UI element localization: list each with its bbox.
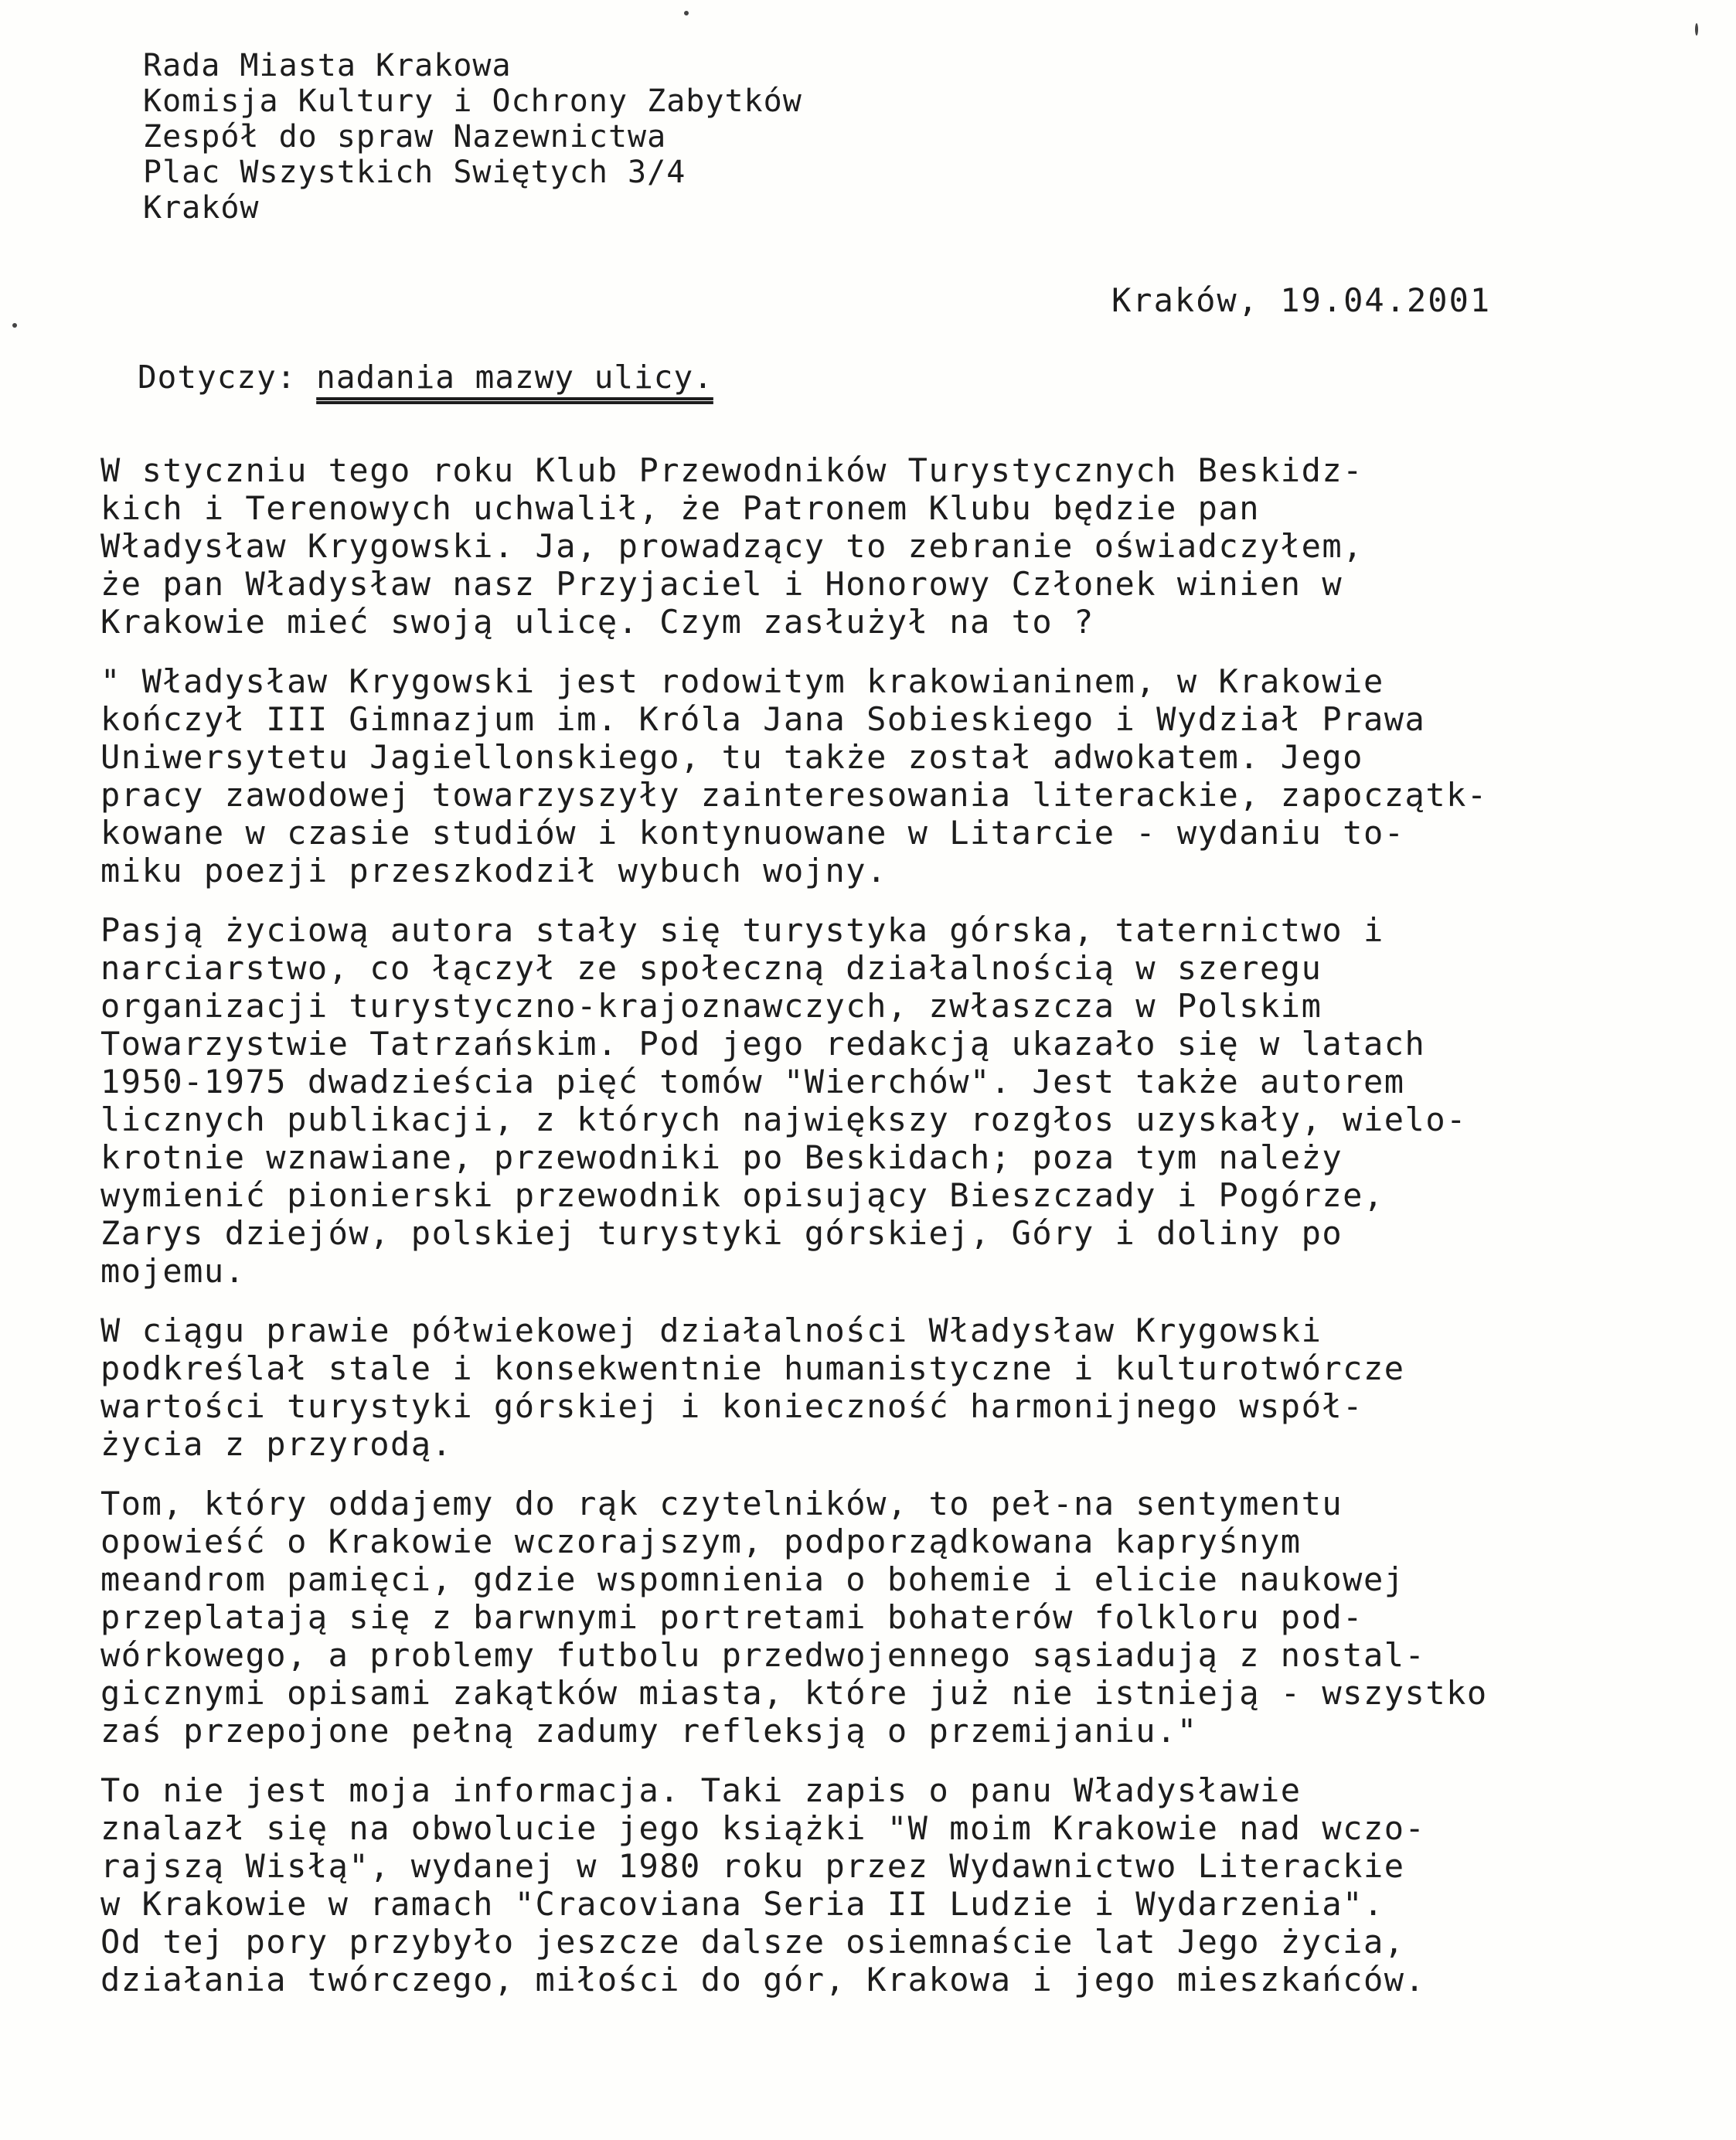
text-line: wórkowego, a problemy futbolu przedwojennego sąsiadują z nostal- — [100, 1636, 1426, 1674]
text-line: organizacji turystyczno-krajoznawczych, zwłaszcza w Polskim — [100, 987, 1322, 1025]
text-line: opowieść o Krakowie wczorajszym, podporządkowana kapryśnym — [100, 1522, 1302, 1560]
text-line: Od tej pory przybyło jeszcze dalsze osiemnaście lat Jego życia, — [100, 1923, 1405, 1961]
text-line: kowane w czasie studiów i kontynuowane w Litarcie - wydaniu to- — [100, 814, 1405, 852]
text-line: kich i Terenowych uchwalił, że Patronem Klubu będzie pan — [100, 489, 1261, 527]
paragraph — [100, 1485, 1700, 1750]
text-line: " Władysław Krygowski jest rodowitym krakowianinem, w Krakowie — [100, 662, 1384, 700]
text-line: Pasją życiową autora stały się turystyka górska, taternictwo i — [100, 911, 1384, 949]
recipient-address — [143, 48, 1148, 226]
paper-speck — [684, 11, 689, 15]
address-line: Rada Miasta Krakowa — [143, 48, 512, 83]
text-line: zaś przepojone pełną zadumy refleksją o przemijaniu." — [100, 1712, 1198, 1750]
text-line: wartości turystyki górskiej i konieczność harmonijnego współ- — [100, 1387, 1363, 1425]
letter-date: Kraków, 19.04.2001 — [1111, 281, 1492, 319]
subject-line — [138, 359, 713, 396]
text-line: kończył III Gimnazjum im. Króla Jana Sobieskiego i Wydział Prawa — [100, 700, 1426, 738]
text-line: Zarys dziejów, polskiej turystyki górskiej, Góry i doliny po — [100, 1214, 1343, 1252]
text-line: W styczniu tego roku Klub Przewodników Turystycznych Beskidz- — [100, 451, 1363, 489]
text-line: podkreślał stale i konsekwentnie humanistyczne i kulturotwórcze — [100, 1349, 1405, 1387]
text-line: 1950-1975 dwadzieścia pięć tomów "Wierchów". Jest także autorem — [100, 1063, 1405, 1101]
text-line: przeplatają się z barwnymi portretami bohaterów folkloru pod- — [100, 1598, 1363, 1636]
address-line: Plac Wszystkich Swiętych 3/4 — [143, 155, 686, 190]
text-line: Krakowie mieć swoją ulicę. Czym zasłużył na to ? — [100, 603, 1094, 641]
subject-label: Dotyczy: — [138, 359, 297, 396]
text-line: krotnie wznawiane, przewodniki po Beskidach; poza tym należy — [100, 1138, 1343, 1176]
subject-value: nadania mazwy ulicy. — [316, 359, 713, 396]
text-line: Tom, który oddajemy do rąk czytelników, to peł-na sentymentu — [100, 1485, 1343, 1522]
text-line: pracy zawodowej towarzyszyły zainteresowania literackie, zapoczątk- — [100, 776, 1488, 814]
paragraph — [100, 1312, 1700, 1463]
paragraph — [100, 451, 1700, 641]
text-line: mojemu. — [100, 1252, 246, 1290]
text-line: meandrom pamięci, gdzie wspomnienia o bohemie i elicie naukowej — [100, 1560, 1405, 1598]
text-line: rajszą Wisłą", wydanej w 1980 roku przez Wydawnictwo Literackie — [100, 1847, 1405, 1885]
text-line: Władysław Krygowski. Ja, prowadzący to zebranie oświadczyłem, — [100, 527, 1363, 565]
text-line: W ciągu prawie półwiekowej działalności Władysław Krygowski — [100, 1312, 1322, 1349]
text-line: miku poezji przeszkodził wybuch wojny. — [100, 852, 887, 890]
paper-speck — [1695, 23, 1698, 36]
address-line: Zespół do spraw Nazewnictwa — [143, 119, 667, 155]
paragraph — [100, 662, 1700, 890]
text-line: wymienić pionierski przewodnik opisujący Bieszczady i Pogórze, — [100, 1176, 1384, 1214]
text-line: że pan Władysław nasz Przyjaciel i Honorowy Członek winien w — [100, 565, 1343, 603]
text-line: znalazł się na obwolucie jego książki "W moim Krakowie nad wczo- — [100, 1809, 1426, 1847]
text-line: To nie jest moja informacja. Taki zapis o panu Władysławie — [100, 1771, 1302, 1809]
address-line: Kraków — [143, 190, 260, 226]
paper-speck — [12, 323, 17, 328]
text-line: w Krakowie w ramach "Cracoviana Seria II Ludzie i Wydarzenia". — [100, 1885, 1384, 1923]
text-line: życia z przyrodą. — [100, 1425, 453, 1463]
text-line: Towarzystwie Tatrzańskim. Pod jego redakcją ukazało się w latach — [100, 1025, 1426, 1063]
letter-body — [100, 451, 1700, 2020]
text-line: licznych publikacji, z których największy rozgłos uzyskały, wielo- — [100, 1101, 1467, 1138]
text-line: Uniwersytetu Jagiellonskiego, tu także został adwokatem. Jego — [100, 738, 1363, 776]
paragraph — [100, 911, 1700, 1290]
text-line: gicznymi opisami zakątków miasta, które już nie istnieją - wszystko — [100, 1674, 1488, 1712]
text-line: działania twórczego, miłości do gór, Krakowa i jego mieszkańców. — [100, 1961, 1426, 1999]
text-line: narciarstwo, co łączył ze społeczną działalnością w szeregu — [100, 949, 1322, 987]
address-line: Komisja Kultury i Ochrony Zabytków — [143, 83, 802, 119]
paragraph — [100, 1771, 1700, 1999]
